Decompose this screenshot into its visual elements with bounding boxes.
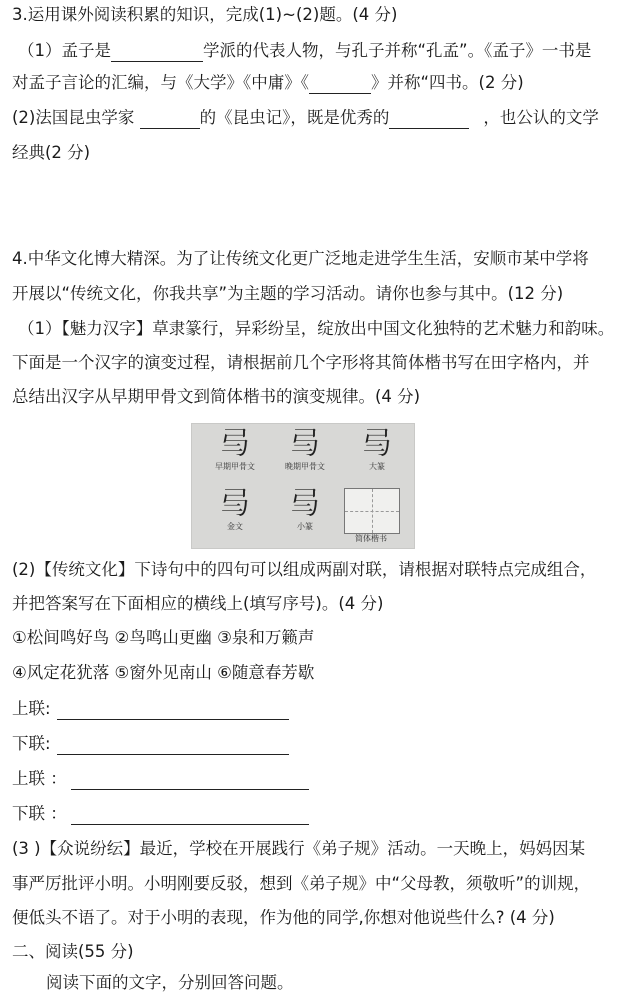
couplet1-lower bbox=[12, 733, 289, 755]
q4-part2-line2: 并把答案写在下面相应的横线上(填写序号)。(4 分) bbox=[12, 594, 384, 613]
answer-blank[interactable] bbox=[111, 44, 203, 62]
simplified-label: 简体楷书 bbox=[355, 534, 387, 543]
q3-part1-text-c: 对孟子言论的汇编，与《大学》《中庸》《 bbox=[12, 73, 309, 92]
q4-part3-line2: 事严厉批评小明。小明刚要反驳，想到《弟子规》中“父母教，须敬听”的训规， bbox=[12, 874, 591, 893]
glyph-cell-bronze bbox=[200, 488, 270, 532]
poem-options-line1: ①松间鸣好鸟 ②鸟鸣山更幽 ③泉和万籁声 bbox=[12, 628, 315, 647]
early-oracle-glyph: 𢎥 bbox=[220, 427, 250, 462]
q4-part1-line2: 下面是一个汉字的演变过程，请根据前几个字形将其简体楷书写在田字格内，并 bbox=[12, 353, 590, 372]
bronze-label: 金文 bbox=[227, 522, 243, 531]
q4-intro-line2: 开展以“传统文化，你我共享”为主题的学习活动。请你也参与其中。(12 分) bbox=[12, 284, 564, 303]
q3-part1-line1 bbox=[18, 40, 591, 62]
couplet2-lower bbox=[12, 803, 309, 825]
answer-blank[interactable] bbox=[140, 111, 200, 129]
glyph-cell-late-oracle bbox=[270, 428, 340, 472]
poem-options-line2: ④风定花犹落 ⑤窗外见南山 ⑥随意春芳歇 bbox=[12, 663, 315, 682]
q4-part1-line1: （1）【魅力汉字】草隶篆行，异彩纷呈，绽放出中国文化独特的艺术魅力和韵味。 bbox=[18, 319, 615, 338]
great-seal-label: 大篆 bbox=[369, 462, 385, 471]
q3-part2-text-b: 的《昆虫记》，既是优秀的 bbox=[199, 108, 390, 127]
couplet2-upper-label: 上联 ： bbox=[12, 769, 67, 788]
q3-part2-text-c: ，也公认的文学 bbox=[483, 108, 599, 127]
answer-blank[interactable] bbox=[389, 111, 469, 129]
q4-part3-line3: 便低头不语了。对于小明的表现，作为他的同学,你想对他说些什么? (4 分) bbox=[12, 908, 555, 927]
q4-part1-line3: 总结出汉字从早期甲骨文到简体楷书的演变规律。(4 分) bbox=[12, 387, 421, 406]
answer-blank[interactable] bbox=[71, 772, 309, 790]
section2-title: 二、阅读(55 分) bbox=[12, 942, 134, 961]
small-seal-glyph: 𢎥 bbox=[290, 487, 320, 522]
couplet1-upper-label: 上联: bbox=[12, 699, 51, 718]
character-evolution-figure bbox=[191, 423, 415, 549]
q4-part2-line1: (2)【传统文化】下诗句中的四句可以组成两副对联，请根据对联特点完成组合， bbox=[12, 560, 597, 579]
couplet1-lower-label: 下联: bbox=[12, 734, 51, 753]
q4-part3-line1: (3 )【众说纷纭】最近，学校在开展践行《弟子规》活动。一天晚上，妈妈因某 bbox=[12, 839, 586, 858]
glyph-cell-small-seal bbox=[270, 488, 340, 532]
q3-part2-text-a: (2)法国昆虫学家 bbox=[12, 108, 140, 127]
couplet2-lower-label: 下联 ： bbox=[12, 804, 67, 823]
tian-grid-answer-box[interactable] bbox=[344, 488, 400, 534]
glyph-cell-great-seal bbox=[342, 428, 412, 472]
late-oracle-glyph: 𢎥 bbox=[290, 427, 320, 462]
q4-intro-line1: 4.中华文化博大精深。为了让传统文化更广泛地走进学生生活，安顺市某中学将 bbox=[12, 249, 589, 268]
answer-blank[interactable] bbox=[57, 702, 289, 720]
tian-grid-vertical bbox=[372, 489, 373, 533]
small-seal-label: 小篆 bbox=[297, 522, 313, 531]
q3-title: 3.运用课外阅读积累的知识，完成(1)~(2)题。(4 分) bbox=[12, 5, 398, 24]
couplet1-upper bbox=[12, 698, 289, 720]
answer-blank[interactable] bbox=[57, 737, 289, 755]
glyph-cell-early-oracle bbox=[200, 428, 270, 472]
q3-part1-line2 bbox=[12, 72, 524, 94]
section2-intro: 阅读下面的文字，分别回答问题。 bbox=[46, 973, 294, 992]
answer-blank[interactable] bbox=[309, 76, 371, 94]
couplet2-upper bbox=[12, 768, 309, 790]
q3-part2-line2: 经典(2 分) bbox=[12, 143, 91, 162]
great-seal-glyph: 𢎥 bbox=[362, 427, 392, 462]
early-oracle-label: 早期甲骨文 bbox=[215, 462, 255, 471]
q3-part1-text-d: 》并称“四书。(2 分) bbox=[371, 73, 524, 92]
bronze-glyph: 𢎥 bbox=[220, 487, 250, 522]
q3-part2-line1 bbox=[12, 107, 599, 129]
late-oracle-label: 晚期甲骨文 bbox=[285, 462, 325, 471]
q3-part1-text-a: （1）孟子是 bbox=[18, 41, 111, 60]
answer-blank[interactable] bbox=[71, 807, 309, 825]
q3-part1-text-b: 学派的代表人物，与孔子并称“孔孟”。《孟子》一书是 bbox=[203, 41, 592, 60]
